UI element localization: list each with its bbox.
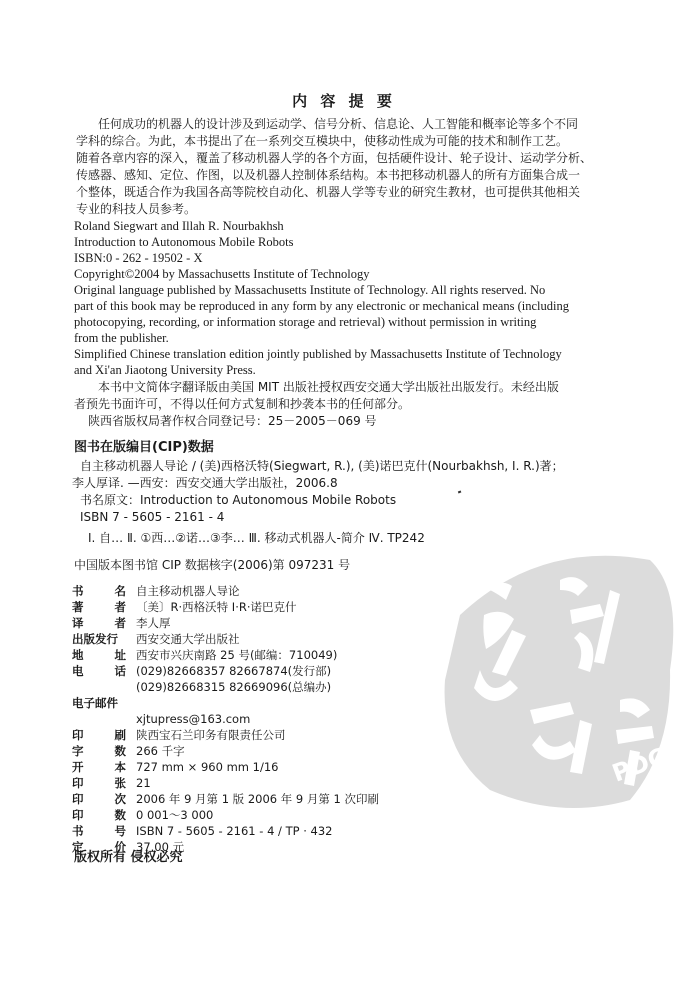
cip-line: 自主移动机器人导论 / (美)西格沃特(Siegwart, R.), (美)诺巴克什(Nourbakhsh, I. R.)著；	[80, 459, 564, 473]
page-title: 内 容 提 要	[292, 92, 396, 110]
spec-label: 出版发行	[72, 632, 118, 646]
spec-value: xjtupress@163.com	[136, 712, 251, 726]
spec-value: 西安市兴庆南路 25 号(邮编：710049)	[136, 648, 338, 662]
spec-value: 〔美〕R·西格沃特 I·R·诺巴克什	[136, 600, 297, 614]
spec-label: 电子邮件	[72, 696, 118, 710]
cip-block	[72, 458, 564, 526]
spec-label: 电 话	[72, 664, 126, 678]
english-line: Simplified Chinese translation edition jointly published by Massachusetts Institute of Technology	[74, 347, 562, 361]
spec-label: 地 址	[72, 648, 126, 662]
spec-value: 266 千字	[136, 744, 185, 758]
spec-value: 21	[136, 776, 151, 790]
english-line: part of this book may be reproduced in any form by any electronic or mechanical means (including	[74, 299, 569, 313]
spec-label: 书 号	[72, 824, 126, 838]
english-line: Copyright©2004 by Massachusetts Institute of Technology	[74, 267, 370, 281]
cip-line: 书名原文：Introduction to Autonomous Mobile Robots	[80, 493, 397, 507]
summary-line: 传感器、感知、定位、作图，以及机器人控制体系结构。本书把移动机器人的所有方面集合成一	[76, 168, 581, 182]
spec-row	[72, 695, 379, 711]
spec-label	[72, 679, 136, 695]
cip-line: ISBN 7 - 5605 - 2161 - 4	[80, 510, 225, 524]
cip-heading: 图书在版编目(CIP)数据	[74, 440, 214, 455]
cip-check-number: 中国版本图书馆 CIP 数据核字(2006)第 097231 号	[74, 558, 351, 572]
summary-line: 个整体，既适合作为我国各高等院校自动化、机器人学等专业的研究生教材，也可提供其他相关	[76, 185, 581, 199]
spec-value: 727 mm × 960 mm 1/16	[136, 760, 279, 774]
spec-row	[72, 775, 379, 791]
spec-table	[72, 583, 379, 855]
copyright-notice: 版权所有 侵权必究	[74, 850, 183, 865]
spec-value: (029)82668315 82669096(总编办)	[136, 680, 332, 694]
spec-row	[72, 743, 379, 759]
spec-label: 译 者	[72, 616, 126, 630]
english-line: Introduction to Autonomous Mobile Robots	[74, 235, 294, 249]
cip-line: 李人厚译. —西安：西安交通大学出版社，2006.8	[72, 476, 338, 490]
english-rights-block	[74, 218, 569, 378]
notice-line: 陕西省版权局著作权合同登记号：25－2005－069 号	[88, 414, 377, 428]
spec-row	[72, 663, 379, 679]
spec-value: 2006 年 9 月第 1 版 2006 年 9 月第 1 次印刷	[136, 792, 380, 806]
spec-row	[72, 583, 379, 599]
spec-row	[72, 711, 379, 727]
english-line: Roland Siegwart and Illah R. Nourbakhsh	[74, 219, 284, 233]
spec-value: 自主移动机器人导论	[136, 584, 240, 598]
spec-label: 定 价	[72, 840, 126, 854]
seal-watermark-icon	[420, 520, 688, 820]
notice-line: 本书中文简体字翻译版由美国 MIT 出版社授权西安交通大学出版社出版发行。未经出版	[98, 380, 559, 394]
spec-row	[72, 599, 379, 615]
spec-row	[72, 727, 379, 743]
english-line: photocopying, recording, or information storage and retrieval) without permission in writing	[74, 315, 537, 329]
spec-value: 0 001～3 000	[136, 808, 214, 822]
summary	[76, 116, 621, 218]
spec-label: 印 刷	[72, 728, 126, 742]
spec-value: 李人厚	[136, 616, 171, 630]
spec-label: 字 数	[72, 744, 126, 758]
spec-value: ISBN 7 - 5605 - 2161 - 4 / TP · 432	[136, 824, 333, 838]
spec-label: 印 张	[72, 776, 126, 790]
spec-label: 开 本	[72, 760, 126, 774]
english-line: from the publisher.	[74, 331, 169, 345]
spec-label: 印 次	[72, 792, 126, 806]
english-line: and Xi'an Jiaotong University Press.	[74, 363, 256, 377]
spec-value: (029)82668357 82667874(发行部)	[136, 664, 332, 678]
classification-line: Ⅰ. 自… Ⅱ. ①西…②诺…③李… Ⅲ. 移动式机器人-简介 Ⅳ. TP242	[88, 531, 425, 545]
spec-row	[72, 823, 379, 839]
spec-label: 著 者	[72, 600, 126, 614]
spec-row	[72, 759, 379, 775]
summary-line: 学科的综合。为此，本书提出了在一系列交互模块中，使移动性成为可能的技术和制作工艺。	[76, 134, 569, 148]
spec-row	[72, 679, 379, 695]
spec-value: 37.00 元	[136, 840, 185, 854]
spec-value: 西安交通大学出版社	[136, 632, 240, 646]
english-line: Original language published by Massachusetts Institute of Technology. All rights reserved. No	[74, 283, 546, 297]
spec-label: 书 名	[72, 584, 126, 598]
spec-label: 印 数	[72, 808, 126, 822]
spec-row	[72, 615, 379, 631]
summary-line: 任何成功的机器人的设计涉及到运动学、信号分析、信息论、人工智能和概率论等多个不同	[98, 117, 579, 131]
english-line: ISBN:0 - 262 - 19502 - X	[74, 251, 203, 265]
spec-row	[72, 631, 379, 647]
notice-line: 者预先书面许可，不得以任何方式复制和抄袭本书的任何部分。	[74, 397, 411, 411]
spec-value: 陕西宝石兰印务有限责任公司	[136, 728, 286, 742]
summary-line: 随着各章内容的深入，覆盖了移动机器人学的各个方面，包括硬件设计、轮子设计、运动学分析、	[76, 151, 593, 165]
spec-row	[72, 647, 379, 663]
spec-label	[72, 711, 136, 727]
summary-line: 专业的科技人员参考。	[76, 202, 197, 216]
spec-row	[72, 807, 379, 823]
watermark-pdg: PDG	[608, 741, 672, 788]
spec-row	[72, 791, 379, 807]
translation-notice	[74, 379, 559, 430]
